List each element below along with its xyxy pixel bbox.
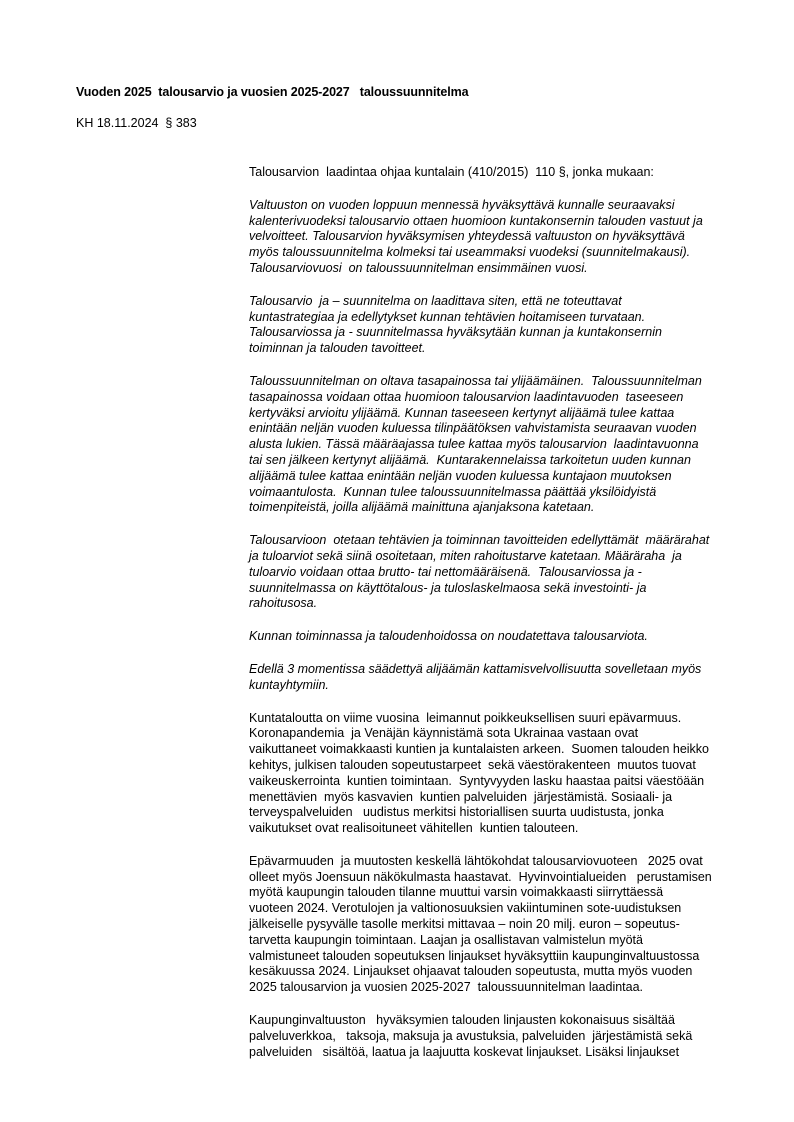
text-line: tai sen jälkeen kertynyt alijäämä. Kuntarakennelaissa tarkoitetun uuden kunnan [249,452,691,467]
text-line: rahoitusosa. [249,596,318,611]
text-line: toiminnan ja talouden tavoitteet. [249,341,426,356]
text-line: tuloarvio voidaan ottaa brutto- tai nettomääräisenä. Talousarviossa ja - [249,564,642,579]
text-line: Koronapandemia ja Venäjän käynnistämä sota Ukrainaa vastaan ovat [249,726,639,741]
text-line: Talousarviossa ja - suunnitelmassa hyväksytään kunnan ja kuntakonsernin [249,325,662,340]
text-line: palveluiden sisältöä, laatua ja laajuutta koskevat linjaukset. Lisäksi linjaukset [249,1044,680,1059]
body-paragraph [249,854,749,996]
text-line: Kaupunginvaltuuston hyväksymien talouden linjausten kokonaisuus sisältää [249,1013,675,1028]
text-line: Edellä 3 momentissa säädettyä alijäämän kattamisvelvollisuutta sovelletaan myös [249,661,702,676]
text-line: vaikeuskerrointa kuntien toimintaan. Syntyvyyden lasku haastaa paitsi väestöään [249,773,705,788]
document-body [249,165,749,1077]
text-line: enintään neljän vuoden kuluessa tilinpäätöksen vahvistamista seuraavan vuoden [249,421,697,436]
law-quote-paragraph [249,374,749,516]
text-line: alusta lukien. Tässä määräajassa tulee kattaa myös talousarvion laadintavuonna [249,437,699,452]
text-line: kertyväksi arvioitu ylijäämä. Kunnan taseeseen kertynyt alijäämä tulee kattaa [249,405,675,420]
meeting-reference: KH 18.11.2024 § 383 [76,116,197,130]
law-quote-paragraph [249,198,749,277]
document-title: Vuoden 2025 talousarvio ja vuosien 2025-2027 taloussuunnitelma [76,85,469,99]
law-quote-paragraph [249,294,749,357]
text-line: Talousarviovuosi on taloussuunnitelman ensimmäinen vuosi. [249,260,588,275]
text-line: Epävarmuuden ja muutosten keskellä lähtökohdat talousarviovuoteen 2025 ovat [249,853,703,868]
text-line: tarvetta kaupungin toimintaan. Laajan ja osallistavan valmistelun myötä [249,932,643,947]
text-line: kuntastrategiaa ja edellytykset kunnan tehtävien hoitamiseen turvataan. [249,309,646,324]
text-line: kesäkuussa 2024. Linjaukset ohjaavat talouden sopeutusta, mutta myös vuoden [249,964,693,979]
text-line: myös taloussuunnitelma kolmeksi tai useammaksi vuodeksi (suunnitelmakausi). [249,245,691,260]
text-line: velvoitteet. Talousarvion hyväksymisen yhteydessä valtuuston on hyväksyttävä [249,229,685,244]
text-line: Talousarvio ja – suunnitelma on laadittava siten, että ne toteuttavat [249,293,622,308]
text-line: suunnitelmassa on käyttötalous- ja tuloslaskelmaosa sekä investointi- ja [249,580,647,595]
text-line: olleet myös Joensuun näkökulmasta haastavat. Hyvinvointialueiden perustamisen [249,869,712,884]
text-line: vaikutukset ovat realisoituneet vähitellen kuntien talouteen. [249,821,579,836]
law-quote-paragraph [249,629,749,645]
text-line: 2025 talousarvion ja vuosien 2025-2027 taloussuunnitelman laadintaa. [249,980,644,995]
text-line: Talousarvioon otetaan tehtävien ja toiminnan tavoitteiden edellyttämät määrärahat [249,533,710,548]
text-line: ja tuloarviot sekä siinä osoitetaan, miten rahoitustarve katetaan. Määräraha ja [249,548,682,563]
text-line: valmistuneet talouden sopeutuksen linjaukset hyväksyttiin kaupunginvaltuustossa [249,948,700,963]
text-line: kuntayhtymiin. [249,677,329,692]
text-line: Kunnan toiminnassa ja taloudenhoidossa on noudatettava talousarviota. [249,629,648,644]
law-quote-paragraph [249,662,749,694]
text-line: jälkeiselle pysyvälle tasolle merkitsi mittavaa – noin 20 milj. euron – sopeutus- [249,917,680,932]
text-line: myötä kaupungin talouden tilanne muuttui varsin voimakkaasti siirryttäessä [249,885,664,900]
body-paragraph [249,165,749,181]
text-line: terveyspalveluiden uudistus merkitsi historiallisen suurta uudistusta, jonka [249,805,664,820]
text-line: Valtuuston on vuoden loppuun mennessä hyväksyttävä kunnalle seuraavaksi [249,197,675,212]
body-paragraph [249,711,749,837]
text-line: voimaantulosta. Kunnan tulee taloussuunnitelmassa päättää yksilöidyistä [249,484,657,499]
text-line: palveluverkkoa, taksoja, maksuja ja avustuksia, palveluiden järjestämistä sekä [249,1028,693,1043]
text-line: toimenpiteistä, joilla alijäämä mainittuna ajanjaksona katetaan. [249,500,595,515]
text-line: kalenterivuodeksi talousarvio ottaen huomioon kuntakonsernin talouden vastuut ja [249,213,703,228]
text-line: menettävien myös kasvavien kuntien palveluiden järjestämistä. Sosiaali- ja [249,789,673,804]
text-line: alijäämä tulee kattaa enintään neljän vuoden kuluessa kuntajaon muutoksen [249,468,672,483]
text-line: tasapainossa voidaan ottaa huomioon talousarvion laadintavuoden taseeseen [249,389,684,404]
body-paragraph [249,1013,749,1060]
text-line: vuoteen 2024. Verotulojen ja valtionosuuksien vakiintuminen sote-uudistuksen [249,901,682,916]
text-line: vaikuttaneet voimakkaasti kuntien ja kuntalaisten arkeen. Suomen talouden heikko [249,742,710,757]
text-line: Talousarvion laadintaa ohjaa kuntalain (410/2015) 110 §, jonka mukaan: [249,165,654,179]
text-line: kehitys, julkisen talouden sopeutustarpeet sekä väestörakenteen muutos tuovat [249,757,696,772]
text-line: Taloussuunnitelman on oltava tasapainossa tai ylijäämäinen. Taloussuunnitelman [249,373,702,388]
text-line: Kuntataloutta on viime vuosina leimannut poikkeuksellisen suuri epävarmuus. [249,710,682,725]
law-quote-paragraph [249,533,749,612]
